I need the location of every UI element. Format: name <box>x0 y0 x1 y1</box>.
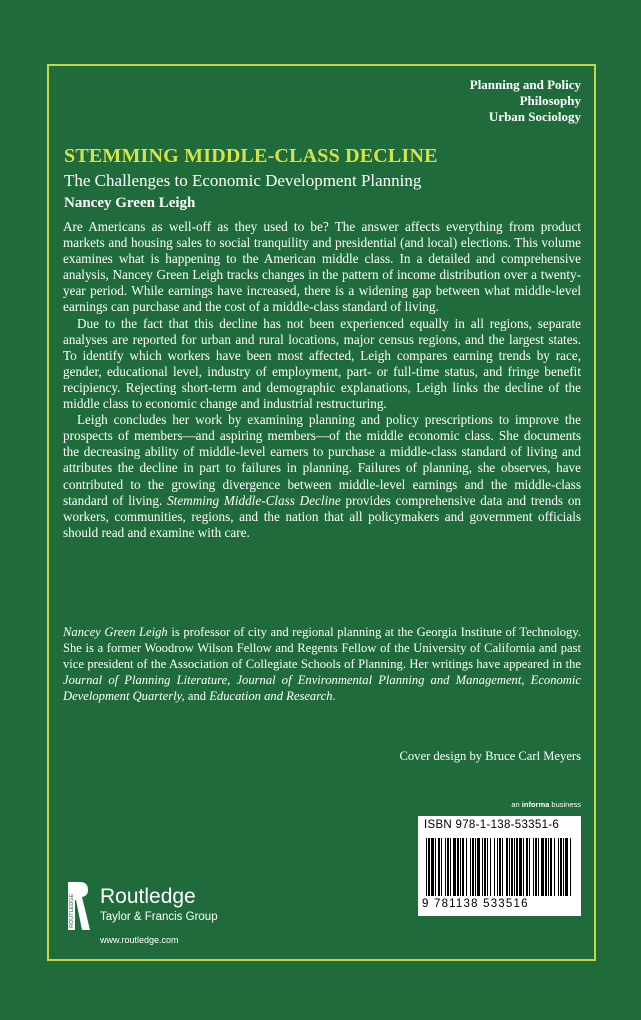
routledge-logo-icon <box>64 880 94 932</box>
bio-text: and <box>184 689 210 703</box>
book-author: Nancey Green Leigh <box>64 195 196 211</box>
blurb-paragraph: Due to the fact that this decline has not been experienced equally in all regions, separate analyses are reported for urban and rural locations, major census regions, and the largest states. To identify which workers have been most affected, Leigh compares earning trends by race, gender, educational level, industry of employment, part- or full-time status, and fringe benefit recipiency. Rejecting short-term and demographic explanations, Leigh links the decline of the middle class to economic change and industrial restructuring. <box>63 315 581 412</box>
informa-prefix: an <box>511 800 522 809</box>
bio-author-name: Nancey Green Leigh <box>63 625 168 639</box>
bio-journals: Journal of Planning Literature, Journal of Environmental Planning and Management, Economic Development Quarterly, <box>63 673 581 703</box>
barcode-digits: 9 781138 533516 <box>422 898 529 910</box>
isbn-label: ISBN 978-1-138-53351-6 <box>424 819 560 831</box>
blurb-paragraph <box>63 412 581 541</box>
subject-item: Philosophy <box>519 93 581 108</box>
paragraph-text: Leigh concludes her work by examining planning and policy prescriptions to improve the prospects of members—and aspiring members—of the middle economic class. She documents the decreasing ability of middle-level earners to purchase a middle-class standard of living and attributes the decline in part to failures in planning. Failures of planning, she observes, have contributed to the growing divergence between middle-level earnings and the middle-class standard of living. <box>63 412 581 508</box>
informa-suffix: business <box>549 800 581 809</box>
subject-categories <box>470 77 581 125</box>
publisher-group: Taylor & Francis Group <box>100 911 218 923</box>
publisher-name: Routledge <box>100 885 196 908</box>
paragraph-text: provides comprehensive data and trends on workers, communities, regions, and the nation that all policymakers and government officials should read and examine with care. <box>63 492 582 540</box>
barcode-graphic <box>424 838 575 896</box>
blurb <box>63 219 581 541</box>
subject-item: Urban Sociology <box>488 109 581 124</box>
cover-design-credit: Cover design by Bruce Carl Meyers <box>399 749 581 763</box>
bio-text: is professor of city and regional planning at the Georgia Institute of Technology. She is a former Woodrow Wilson Fellow and Regents Fellow of the University of California and past vice president of the Association of Collegiate Schools of Planning. Her writings have appeared in the <box>63 625 581 671</box>
book-subtitle: The Challenges to Economic Development Planning <box>64 171 422 190</box>
bio-journal-last: Education and Research <box>209 689 333 703</box>
bio-text: . <box>332 689 336 703</box>
book-title-italic: Stemming Middle-Class Decline <box>167 492 341 508</box>
book-title: STEMMING MIDDLE-CLASS DECLINE <box>64 145 438 167</box>
publisher-website[interactable]: www.routledge.com <box>100 935 179 945</box>
bio-paragraph <box>63 624 581 704</box>
barcode-box <box>418 816 581 916</box>
informa-tagline <box>511 800 581 809</box>
informa-brand: informa <box>521 800 550 809</box>
subject-item: Planning and Policy <box>469 77 581 92</box>
blurb-paragraph: Are Americans as well-off as they used to be? The answer affects everything from product markets and housing sales to social tranquility and presidential (and local) elections. This volume examines what is happening to the American middle class. In a detailed and comprehensive analysis, Nancey Green Leigh tracks changes in the pattern of income distribution over a twenty-year period. While earnings have increased, there is a widening gap between what middle-level earnings can purchase and the cost of a middle-class standard of living. <box>63 219 581 315</box>
logo-text: ROUTLEDGE <box>69 893 75 928</box>
author-bio <box>63 624 581 704</box>
